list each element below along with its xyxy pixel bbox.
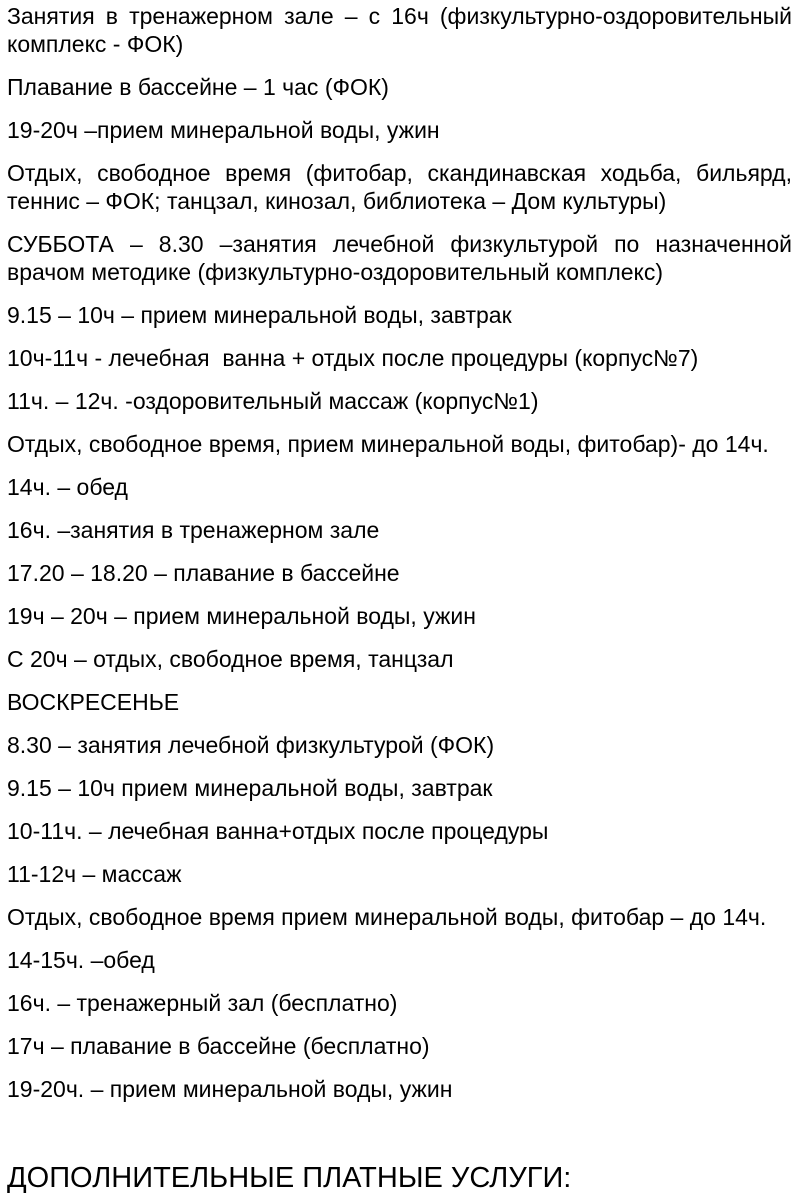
- schedule-paragraph: Занятия в тренажерном зале – с 16ч (физкультурно-оздоровительный комплекс - ФОК): [7, 3, 792, 57]
- schedule-paragraph: 11-12ч – массаж: [7, 861, 182, 887]
- schedule-paragraphs: [7, 2, 792, 1103]
- schedule-paragraph: 8.30 – занятия лечебной физкультурой (ФОК): [7, 732, 495, 758]
- schedule-paragraph: 10-11ч. – лечебная ванна+отдых после процедуры: [7, 818, 549, 844]
- schedule-paragraph: 10ч-11ч - лечебная ванна + отдых после процедуры (корпус№7): [7, 345, 699, 371]
- schedule-paragraph: 14ч. – обед: [7, 474, 128, 500]
- schedule-paragraph: 16ч. – тренажерный зал (бесплатно): [7, 990, 398, 1016]
- schedule-paragraph: Плавание в бассейне – 1 час (ФОК): [7, 74, 389, 100]
- schedule-paragraph: Отдых, свободное время (фитобар, скандинавская ходьба, бильярд, теннис – ФОК; танцзал, кинозал, библиотека – Дом культуры): [7, 160, 792, 214]
- schedule-paragraph: Отдых, свободное время, прием минеральной воды, фитобар)- до 14ч.: [7, 431, 769, 457]
- schedule-paragraph: 17.20 – 18.20 – плавание в бассейне: [7, 560, 400, 586]
- schedule-paragraph: Отдых, свободное время прием минеральной воды, фитобар – до 14ч.: [7, 904, 767, 930]
- schedule-paragraph: С 20ч – отдых, свободное время, танцзал: [7, 646, 454, 672]
- schedule-paragraph: 9.15 – 10ч прием минеральной воды, завтрак: [7, 775, 493, 801]
- schedule-paragraph: 11ч. – 12ч. -оздоровительный массаж (корпус№1): [7, 388, 539, 414]
- schedule-paragraph: СУББОТА – 8.30 –занятия лечебной физкультурой по назначенной врачом методике (физкультурно-оздоровительный комплекс): [7, 231, 792, 285]
- empty-paragraph: [7, 1118, 792, 1146]
- schedule-paragraph: 19ч – 20ч – прием минеральной воды, ужин: [7, 603, 476, 629]
- schedule-paragraph: 19-20ч –прием минеральной воды, ужин: [7, 117, 440, 143]
- schedule-paragraph: 16ч. –занятия в тренажерном зале: [7, 517, 380, 543]
- schedule-paragraph: 19-20ч. – прием минеральной воды, ужин: [7, 1076, 453, 1102]
- schedule-paragraph: 9.15 – 10ч – прием минеральной воды, завтрак: [7, 302, 512, 328]
- schedule-paragraph: 17ч – плавание в бассейне (бесплатно): [7, 1033, 430, 1059]
- additional-paid-services-heading: ДОПОЛНИТЕЛЬНЫЕ ПЛАТНЫЕ УСЛУГИ:: [7, 1162, 572, 1194]
- schedule-paragraph: ВОСКРЕСЕНЬЕ: [7, 689, 180, 715]
- schedule-paragraph: 14-15ч. –обед: [7, 947, 155, 973]
